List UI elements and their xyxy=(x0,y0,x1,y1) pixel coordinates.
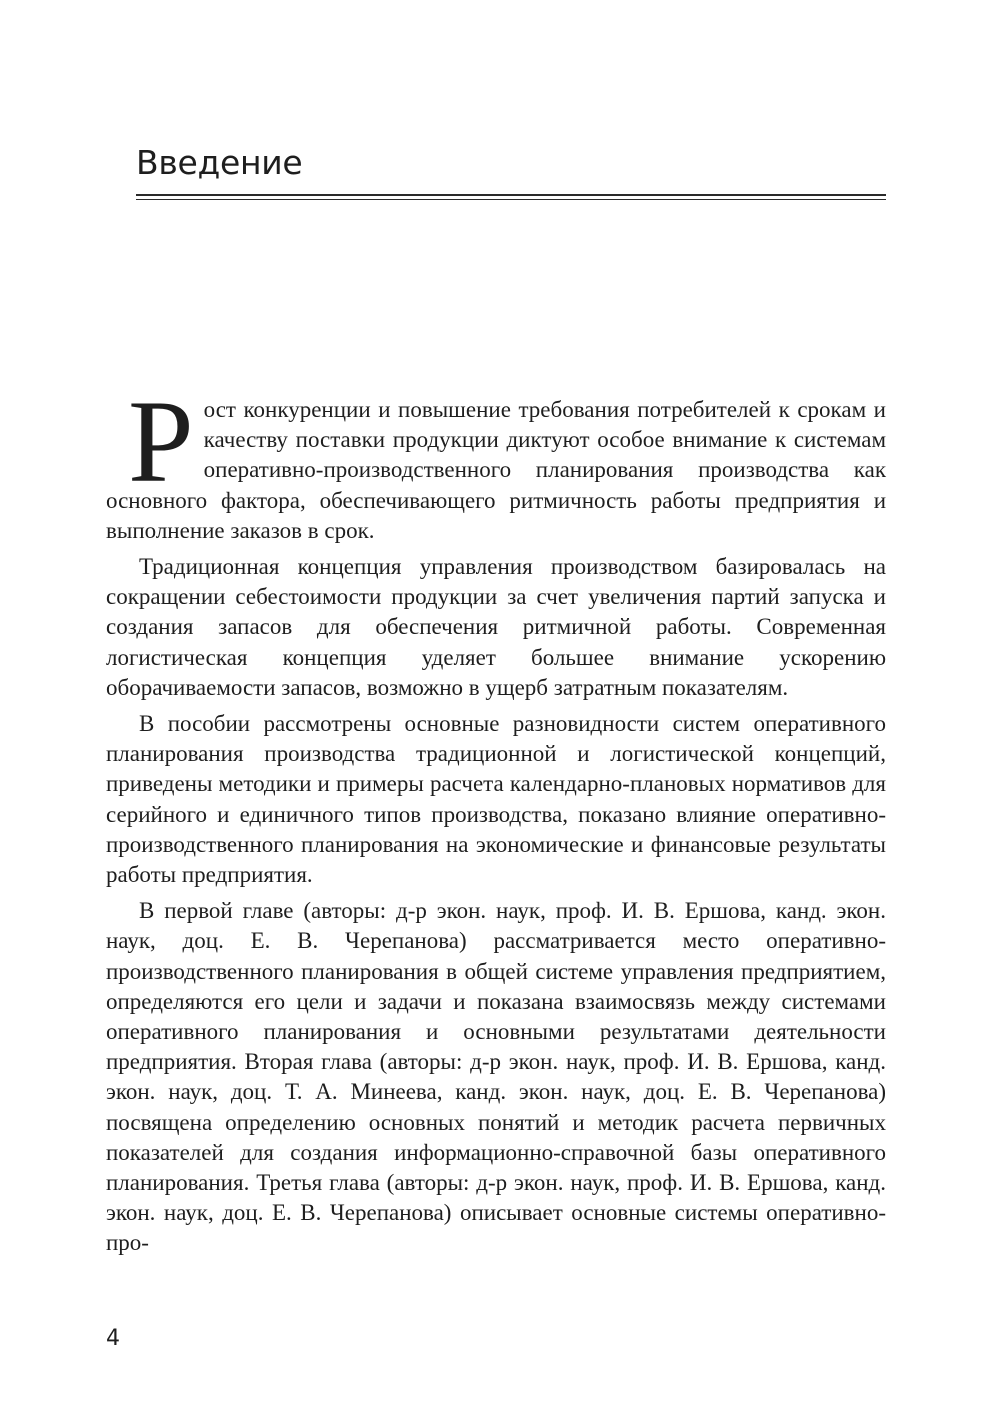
page-number: 4 xyxy=(106,1326,120,1351)
title-rule-thick xyxy=(136,194,886,196)
body-text xyxy=(106,376,886,1265)
page-title: Введение xyxy=(136,143,303,182)
paragraph-3: В пособии рассмотрены основные разновидности систем оперативного планирования производства традиционной и логистической концепций, приведены методики и примеры расчета календарно-плановых нормативов для серийного и единичного типов производства, показано влияние оперативно-производственного планирования на экономические и финансовые результаты работы предприятия. xyxy=(106,711,886,888)
paragraph-1-text: ост конкуренции и повышение требования потребителей к срокам и качеству поставки продукции диктуют особое внимание к системам оперативно-производственного планирования производства как основного фактора, обеспечивающего ритмичность работы предприятия и выполнение заказов в срок. xyxy=(106,397,886,543)
title-rule-thin xyxy=(136,199,886,200)
paragraph-4: В первой главе (авторы: д-р экон. наук, проф. И. В. Ершова, канд. экон. наук, доц. Е. В. Черепанова) рассматривается место оперативно-производственного планирования в общей системе управления предприятием, определяются его цели и задачи и показана взаимосвязь между системами оперативного планирования и основными результатами деятельности предприятия. Вторая глава (авторы: д-р экон. наук, проф. И. В. Ершова, канд. экон. наук, доц. Т. А. Минеева, канд. экон. наук, доц. Е. В. Черепанова) посвящена определению основных понятий и методик расчета первичных показателей для создания информационно-справочной базы оперативного планирования. Третья глава (авторы: д-р экон. наук, проф. И. В. Ершова, канд. экон. наук, доц. Е. В. Черепанова) описывает основные системы оперативно-про- xyxy=(106,898,886,1256)
paragraph-2: Традиционная концепция управления производством базировалась на сокращении себестоимости продукции за счет увеличения партий запуска и создания запасов для обеспечения ритмичной работы. Современная логистическая концепция уделяет большее внимание ускорению оборачиваемости запасов, возможно в ущерб затратным показателям. xyxy=(106,554,886,700)
drop-cap: Р xyxy=(128,376,194,507)
paragraph-1 xyxy=(106,376,886,546)
